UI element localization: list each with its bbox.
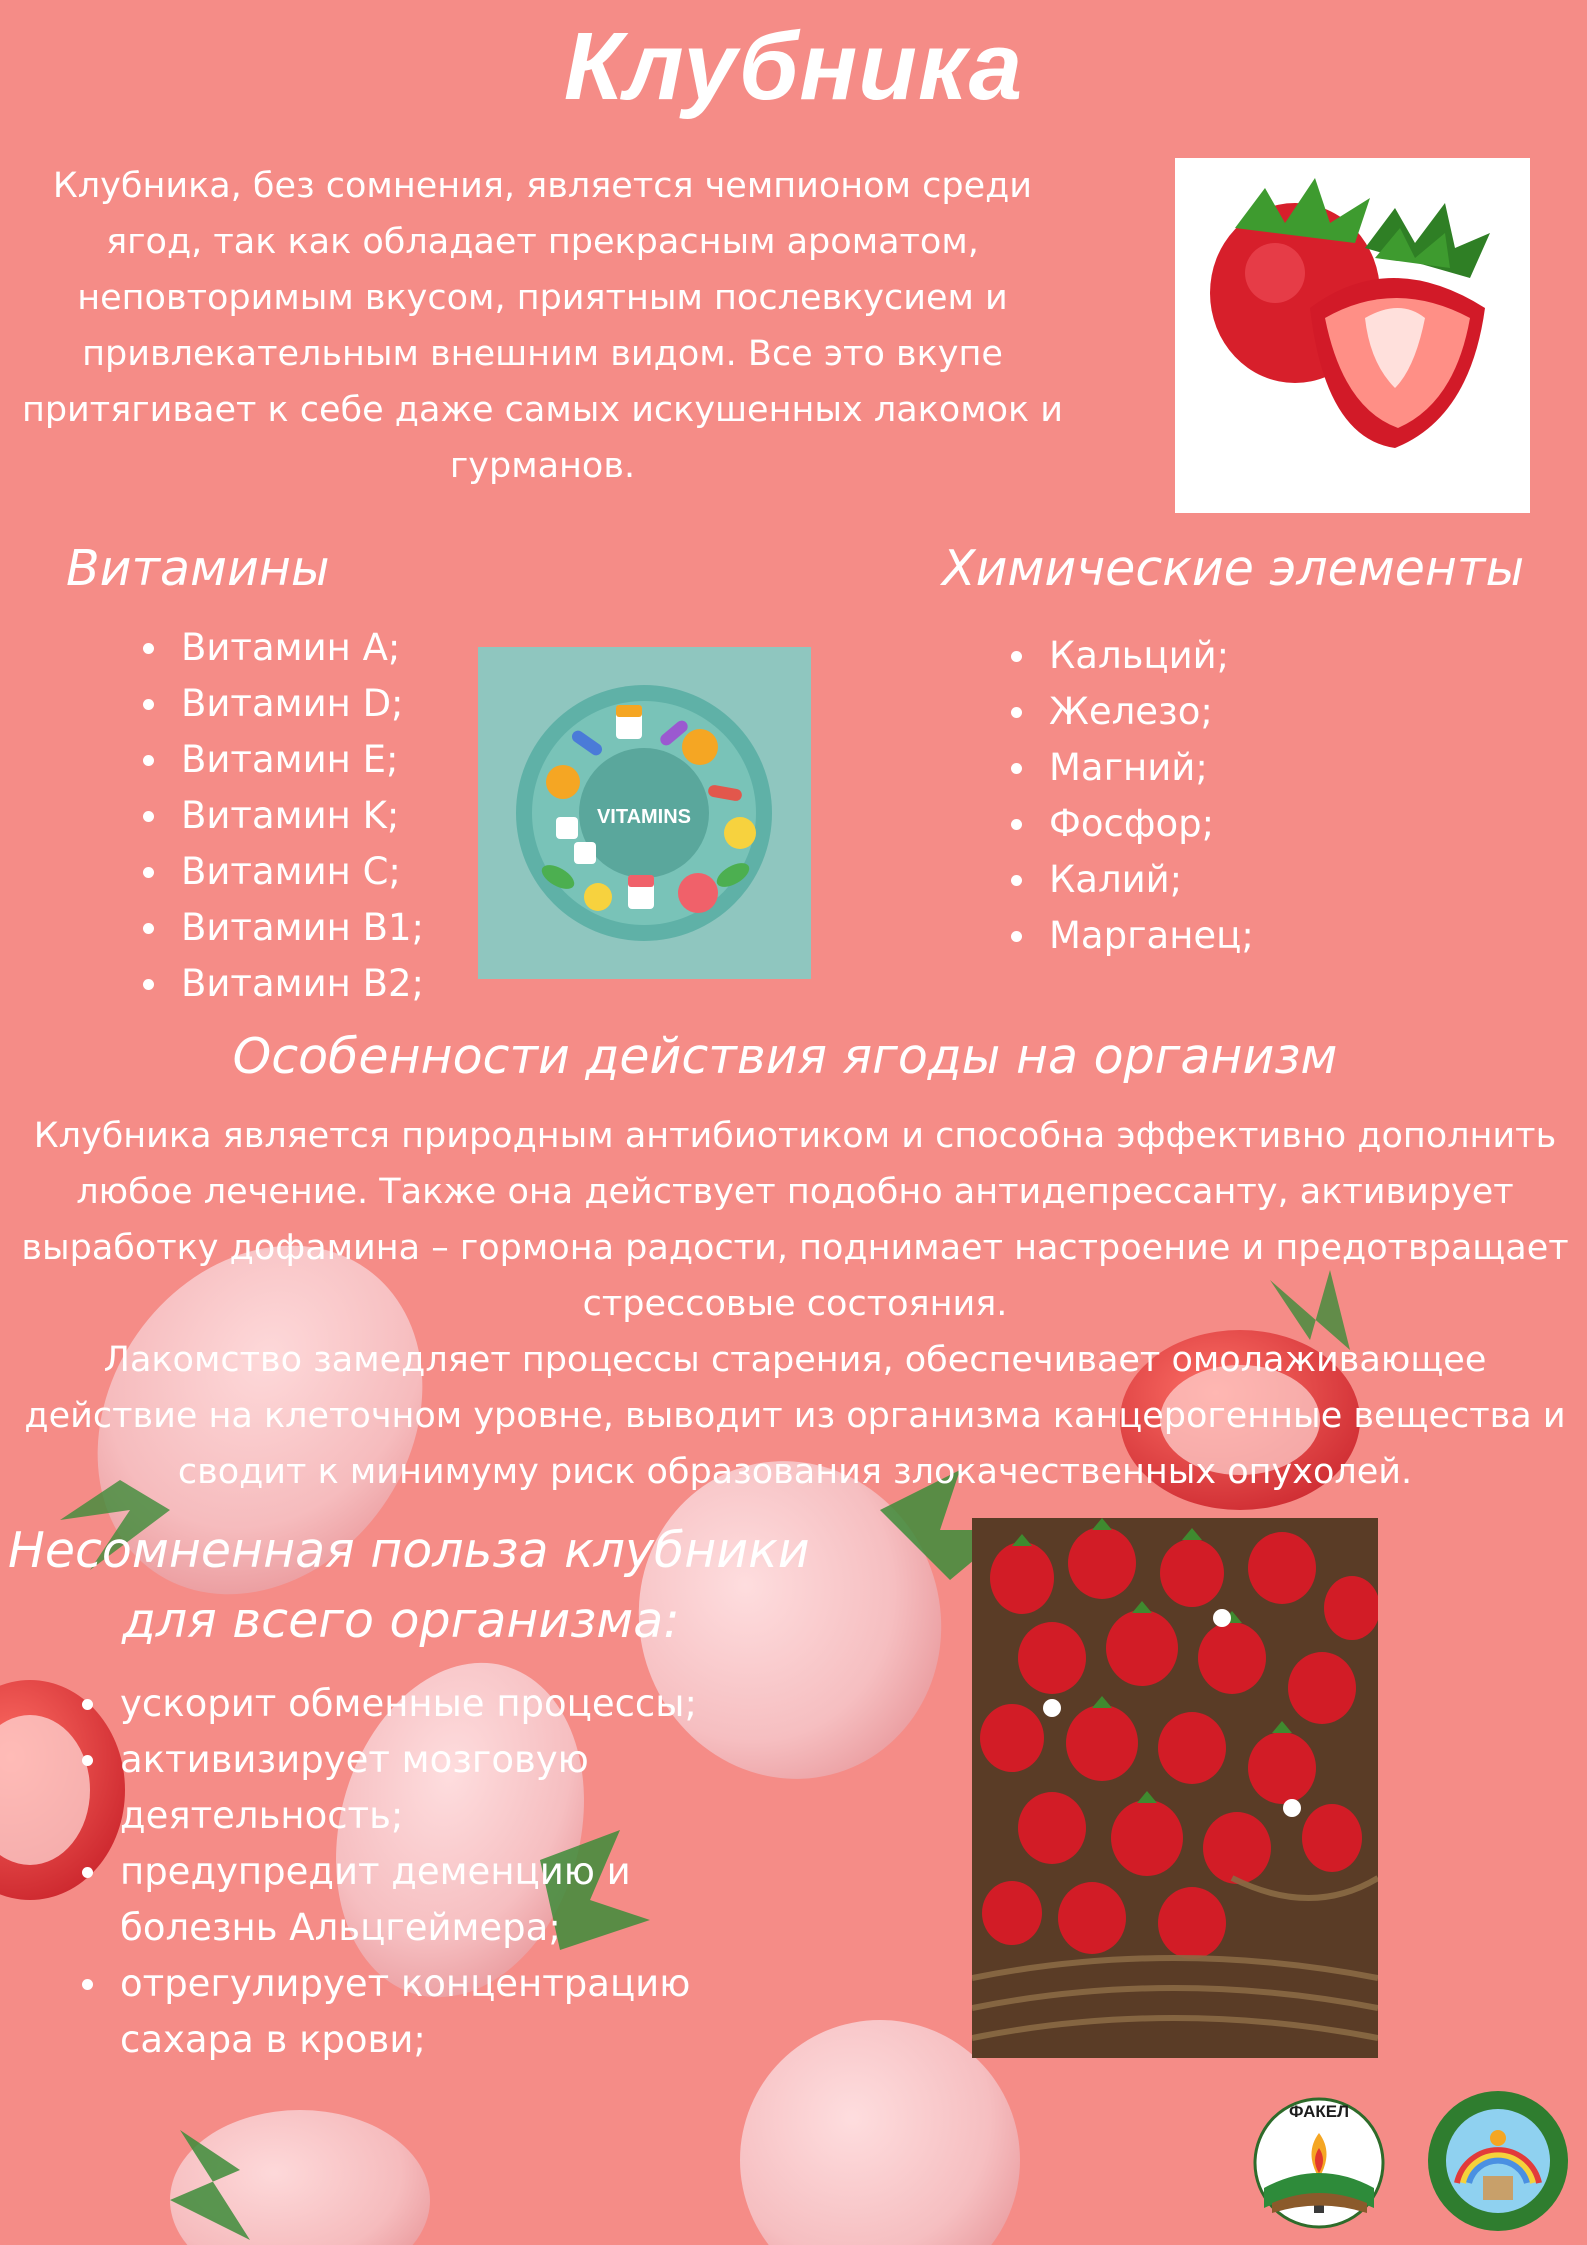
list-item: Калий; bbox=[1001, 852, 1254, 908]
effects-heading: Особенности действия ягоды на организм bbox=[232, 1028, 1338, 1085]
list-item: Витамин E; bbox=[133, 732, 424, 788]
school-logo bbox=[1425, 2088, 1571, 2234]
benefits-heading-line-1: Несомненная польза клубники bbox=[8, 1522, 810, 1579]
strawberry-basket-photo bbox=[972, 1518, 1378, 2058]
list-item: Витамин K; bbox=[133, 788, 424, 844]
list-item: ускорит обменные процессы; bbox=[72, 1676, 712, 1732]
benefits-heading-line-2: для всего организма: bbox=[122, 1592, 680, 1649]
vitamins-illustration bbox=[478, 647, 811, 979]
list-item: Фосфор; bbox=[1001, 796, 1254, 852]
list-item: активизирует мозговую деятельность; bbox=[72, 1732, 712, 1844]
vitamins-list bbox=[133, 620, 424, 1012]
list-item: Магний; bbox=[1001, 740, 1254, 796]
list-item: предупредит деменцию и болезнь Альцгеймера; bbox=[72, 1844, 712, 1956]
list-item: Витамин B2; bbox=[133, 956, 424, 1012]
list-item: Витамин D; bbox=[133, 676, 424, 732]
vitamins-heading: Витамины bbox=[66, 540, 330, 597]
intro-paragraph: Клубника, без сомнения, является чемпионом среди ягод, так как обладает прекрасным ароматом, неповторимым вкусом, приятным послевкусием и привлекательным внешним видом. Все это вкупе притягивает к себе даже самых искушенных лакомок и гурманов. bbox=[21, 166, 1064, 486]
list-item: Железо; bbox=[1001, 684, 1254, 740]
fakel-logo bbox=[1252, 2093, 1387, 2233]
chemicals-list bbox=[1001, 628, 1254, 964]
benefits-list bbox=[72, 1676, 712, 2068]
list-item: Витамин A; bbox=[133, 620, 424, 676]
list-item: Витамин C; bbox=[133, 844, 424, 900]
list-item: Марганец; bbox=[1001, 908, 1254, 964]
strawberry-photo bbox=[1175, 158, 1530, 513]
list-item: Витамин B1; bbox=[133, 900, 424, 956]
page-title: Клубника bbox=[563, 13, 1024, 120]
effects-paragraph-2: Лакомство замедляет процессы старения, обеспечивает омолаживающее действие на клеточном уровне, выводит из организма канцерогенные вещества и сводит к минимуму риск образования злокачественных опухолей. bbox=[24, 1340, 1566, 1492]
fakel-logo-text: ФАКЕЛ bbox=[1288, 2102, 1350, 2121]
vitamins-label: VITAMINS bbox=[596, 806, 692, 828]
list-item: Кальций; bbox=[1001, 628, 1254, 684]
chemicals-heading: Химические элементы bbox=[942, 540, 1525, 597]
list-item: отрегулирует концентрацию сахара в крови; bbox=[72, 1956, 712, 2068]
effects-paragraph-1: Клубника является природным антибиотиком и способна эффективно дополнить любое лечение. Также она действует подобно антидепрессанту, активирует выработку дофамина – гормона радости, поднимает настроение и предотвращает стрессовые состояния. bbox=[21, 1116, 1569, 1324]
